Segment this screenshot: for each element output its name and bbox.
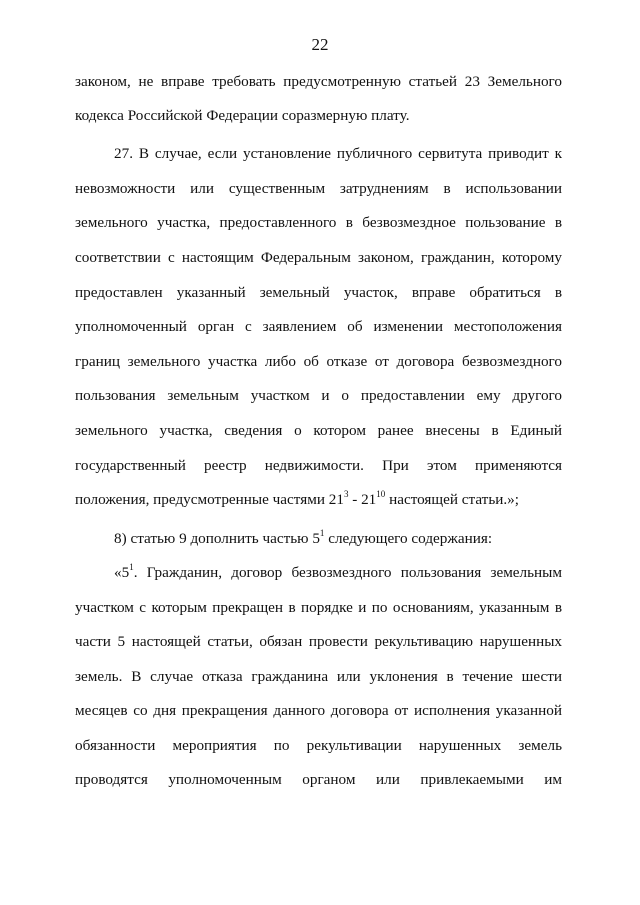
text-line: месяцев со дня прекращения данного договора от исполнения указанной bbox=[75, 702, 562, 719]
text-line: участком с которым прекращен в порядке и по основаниям, указанным в bbox=[75, 599, 562, 616]
text-line: государственный реестр недвижимости. При этом применяются bbox=[75, 457, 562, 474]
text-line: пользования земельным участком и о предоставлении ему другого bbox=[75, 387, 562, 404]
text-line: проводятся уполномоченным органом или привлекаемыми им bbox=[75, 771, 562, 788]
text-line: земельного участка, предоставленного в безвозмездное пользование в bbox=[75, 214, 562, 231]
paragraph-start: 27. В случае, если установление публичного сервитута приводит к bbox=[114, 145, 562, 162]
text-line: обязанности мероприятия по рекультивации нарушенных земель bbox=[75, 737, 562, 754]
text-line: уполномоченный орган с заявлением об изменении местоположения bbox=[75, 318, 562, 335]
text-line: земель. В случае отказа гражданина или уклонения в течение шести bbox=[75, 668, 562, 685]
text-line: законом, не вправе требовать предусмотренную статьей 23 Земельного bbox=[75, 73, 562, 90]
text-line: границ земельного участка либо об отказе от договора безвозмездного bbox=[75, 353, 562, 370]
paragraph-start: 8) статью 9 дополнить частью $5^1$ следующего содержания: bbox=[114, 527, 493, 547]
text-line: земельного участка, сведения о котором ранее внесены в Единый bbox=[75, 422, 562, 439]
text-line: кодекса Российской Федерации соразмерную плату. bbox=[75, 107, 410, 124]
text-line: части 5 настоящей статьи, обязан провести рекультивацию нарушенных bbox=[75, 633, 562, 650]
text-line: положения, предусмотренные частями $21^3 - 21^{10}$ настоящей статьи.»; bbox=[75, 488, 519, 508]
text-line: предоставлен указанный земельный участок, вправе обратиться в bbox=[75, 284, 562, 301]
text-line: невозможности или существенным затруднениям в использовании bbox=[75, 180, 562, 197]
text-line: соответствии с настоящим Федеральным законом, гражданин, которому bbox=[75, 249, 562, 266]
paragraph-start: «$5^1$. Гражданин, договор безвозмездного пользования земельным bbox=[114, 561, 562, 581]
page-number: 22 bbox=[311, 35, 329, 54]
